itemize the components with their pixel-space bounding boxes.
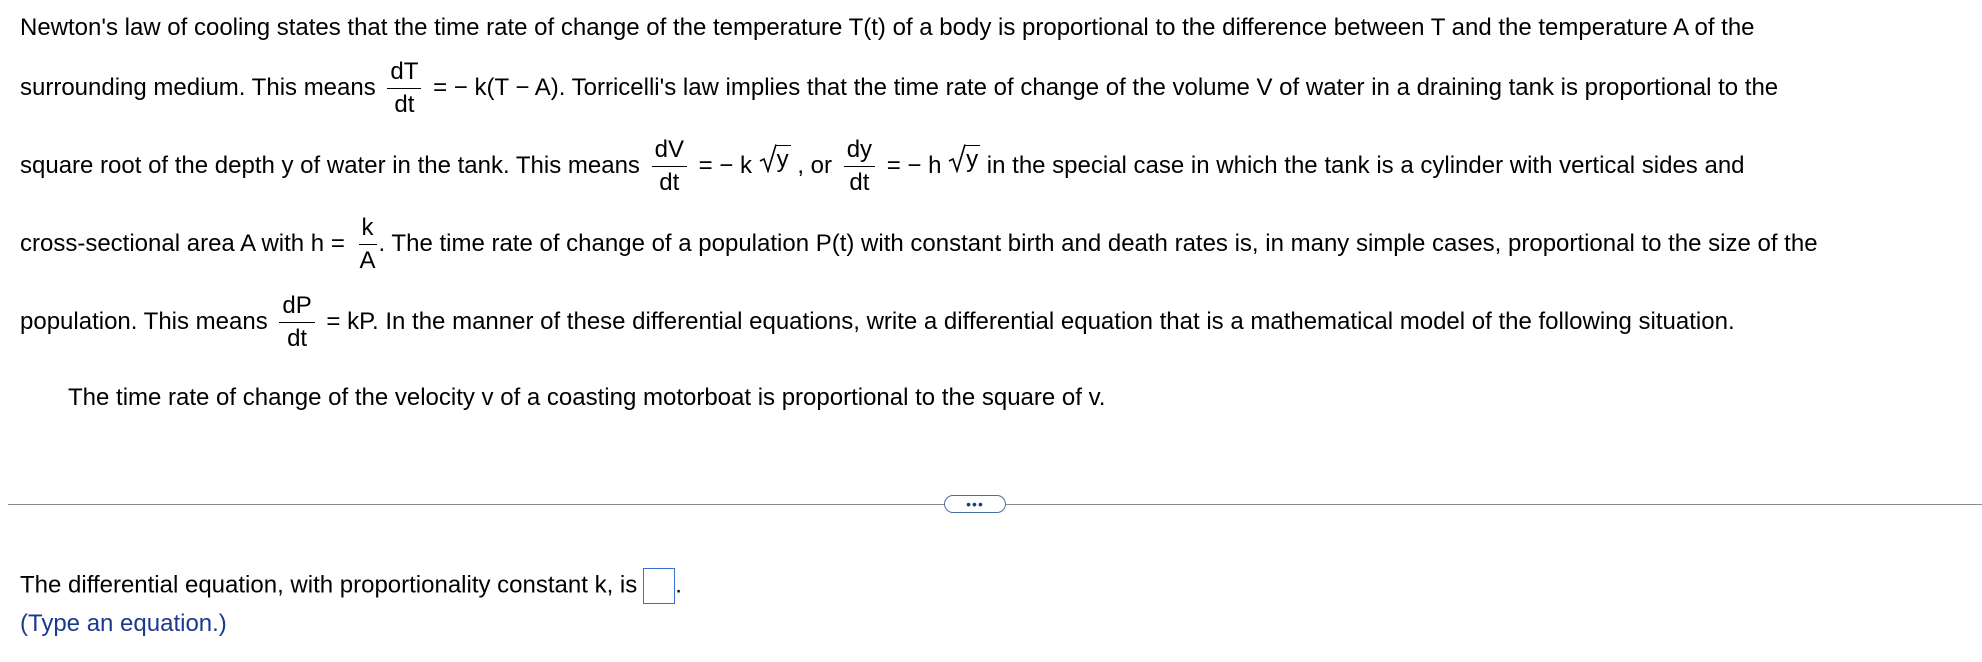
question-line-4: [20, 214, 1818, 275]
line3-mid: , or: [797, 151, 833, 179]
fraction-denominator: dt: [394, 91, 415, 118]
fraction-numerator: dV: [652, 136, 687, 167]
square-root-y-2: [948, 143, 980, 173]
answer-row: [20, 568, 682, 604]
radical-sign-icon: [948, 143, 966, 173]
equation-part-1: = − k: [698, 151, 752, 179]
line4-post: . The time rate of change of a population P(t) with constant birth and death rates is, in many simple cases, proportional to the size of the: [378, 229, 1818, 257]
situation-text: The time rate of change of the velocity v of a coasting motorboat is proportional to the square of v.: [68, 384, 1106, 411]
question-line-2: [20, 58, 1778, 119]
question-line-1: Newton's law of cooling states that the time rate of change of the temperature T(t) of a body is proportional to the difference between T and the temperature A of the: [20, 14, 1755, 41]
square-root-y-1: [759, 143, 791, 173]
fraction-dT-dt: [387, 58, 421, 119]
line2-post: = − k(T − A). Torricelli's law implies that the time rate of change of the volume V of water in a draining tank is proportional to the: [433, 73, 1779, 101]
line3-pre: square root of the depth y of water in the tank. This means: [20, 151, 640, 179]
fraction-denominator: dt: [849, 169, 870, 196]
radicand: y: [776, 145, 789, 173]
question-line-5: [20, 292, 1735, 353]
equation-part-2: = − h: [886, 151, 942, 179]
fraction-dy-dt: [844, 136, 875, 197]
fraction-numerator: k: [359, 214, 377, 245]
expand-more-button[interactable]: [944, 495, 1006, 513]
fraction-denominator: dt: [287, 325, 308, 352]
fraction-denominator: dt: [659, 169, 680, 196]
line2-pre: surrounding medium. This means: [20, 73, 376, 101]
line4-pre: cross-sectional area A with h =: [20, 229, 345, 257]
fraction-dP-dt: [279, 292, 314, 353]
line3-post: in the special case in which the tank is a cylinder with vertical sides and: [986, 151, 1745, 179]
fraction-denominator: A: [359, 247, 376, 274]
answer-period: .: [675, 571, 682, 599]
radicand: y: [966, 145, 979, 173]
fraction-numerator: dT: [387, 58, 421, 89]
question-line-3: [20, 136, 1745, 197]
radical-sign-icon: [759, 143, 777, 173]
fraction-numerator: dy: [844, 136, 875, 167]
answer-input[interactable]: [643, 568, 675, 604]
answer-prompt: The differential equation, with proportionality constant k, is: [20, 571, 638, 599]
fraction-dV-dt: [652, 136, 687, 197]
fraction-k-A: [357, 214, 379, 275]
ellipsis-icon: •••: [966, 496, 984, 512]
fraction-numerator: dP: [279, 292, 314, 323]
line5-pre: population. This means: [20, 307, 268, 335]
line5-post: = kP. In the manner of these differential equations, write a differential equation that is a mathematical model of the following situation.: [326, 307, 1735, 335]
answer-hint: (Type an equation.): [20, 610, 227, 637]
